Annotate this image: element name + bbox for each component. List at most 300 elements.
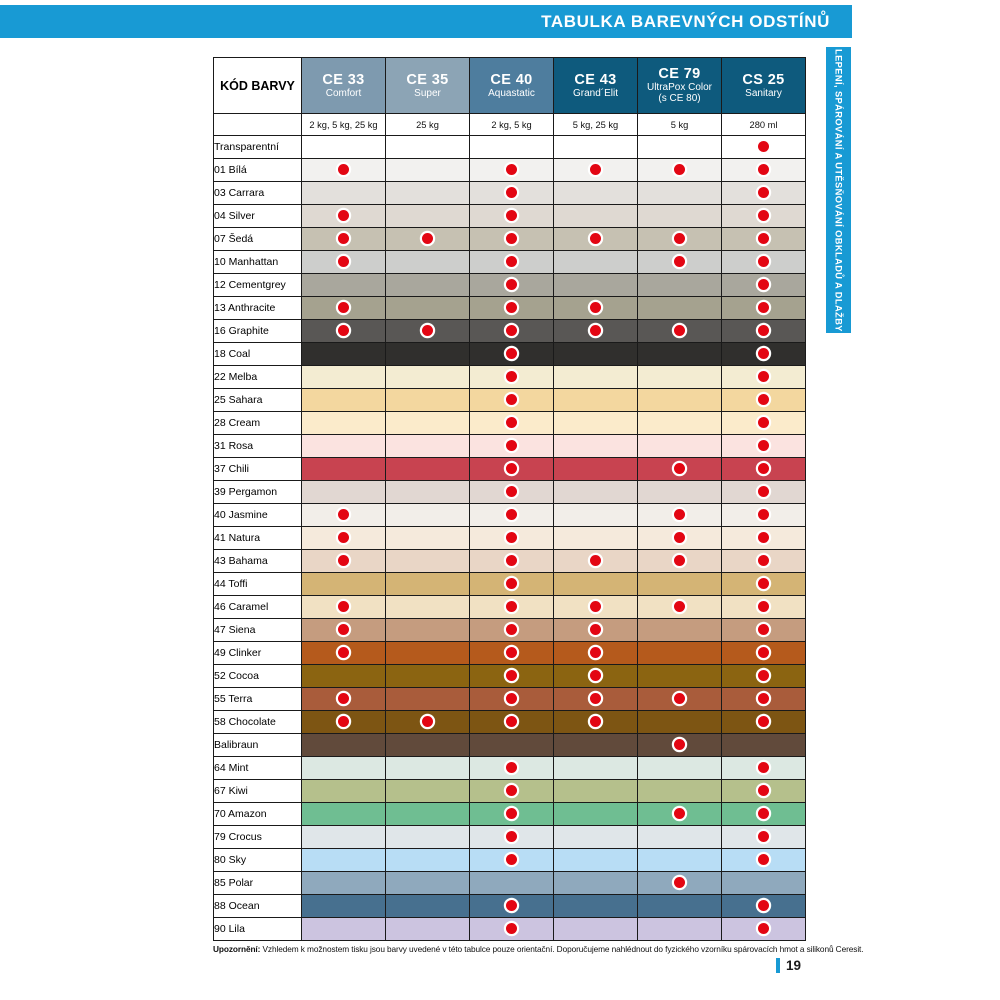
availability-dot xyxy=(590,716,601,727)
availability-cell xyxy=(722,159,806,182)
availability-cell xyxy=(722,780,806,803)
availability-dot xyxy=(506,164,517,175)
availability-cell xyxy=(470,826,554,849)
availability-cell xyxy=(386,803,470,826)
table-row xyxy=(214,366,806,389)
table-row xyxy=(214,803,806,826)
availability-cell xyxy=(554,872,638,895)
table-row xyxy=(214,320,806,343)
page-title: TABULKA BAREVNÝCH ODSTÍNŮ xyxy=(541,11,830,31)
table-row xyxy=(214,918,806,941)
availability-dot xyxy=(758,647,769,658)
row-label: 31 Rosa xyxy=(214,435,302,458)
availability-cell xyxy=(554,343,638,366)
availability-dot xyxy=(338,509,349,520)
availability-cell xyxy=(722,573,806,596)
availability-dot xyxy=(506,624,517,635)
availability-dot xyxy=(758,532,769,543)
availability-dot xyxy=(506,348,517,359)
availability-cell xyxy=(638,274,722,297)
availability-dot xyxy=(674,555,685,566)
availability-dot xyxy=(506,808,517,819)
table-row xyxy=(214,251,806,274)
availability-cell xyxy=(638,688,722,711)
availability-cell xyxy=(302,251,386,274)
color-table-body xyxy=(214,58,806,941)
availability-cell xyxy=(470,895,554,918)
availability-cell xyxy=(302,849,386,872)
availability-cell xyxy=(638,458,722,481)
availability-dot xyxy=(758,348,769,359)
availability-cell xyxy=(302,734,386,757)
column-header-ce-43 xyxy=(554,58,638,114)
availability-cell xyxy=(638,550,722,573)
availability-dot xyxy=(674,509,685,520)
availability-cell xyxy=(386,274,470,297)
availability-dot xyxy=(758,785,769,796)
product-code: CE 79 xyxy=(658,66,701,82)
availability-cell xyxy=(722,895,806,918)
product-name: Grand´Elit xyxy=(572,87,618,99)
availability-cell xyxy=(722,320,806,343)
availability-cell xyxy=(554,527,638,550)
availability-cell xyxy=(302,550,386,573)
footer-note xyxy=(213,944,864,954)
package-size-cell: 25 kg xyxy=(386,114,470,136)
availability-cell xyxy=(470,573,554,596)
availability-dot xyxy=(758,210,769,221)
availability-dot xyxy=(758,601,769,612)
package-size-cell: 280 ml xyxy=(722,114,806,136)
corner-header-kod-barvy: KÓD BARVY xyxy=(214,58,302,114)
availability-cell xyxy=(722,182,806,205)
availability-cell xyxy=(470,619,554,642)
availability-dot xyxy=(506,900,517,911)
availability-dot xyxy=(758,578,769,589)
row-label: 55 Terra xyxy=(214,688,302,711)
row-label: 25 Sahara xyxy=(214,389,302,412)
availability-cell xyxy=(638,159,722,182)
availability-cell xyxy=(386,412,470,435)
availability-cell xyxy=(638,136,722,159)
availability-cell xyxy=(722,481,806,504)
table-row xyxy=(214,665,806,688)
availability-dot xyxy=(506,693,517,704)
row-label: 13 Anthracite xyxy=(214,297,302,320)
availability-cell xyxy=(302,274,386,297)
availability-cell xyxy=(638,320,722,343)
availability-dot xyxy=(338,601,349,612)
availability-dot xyxy=(758,831,769,842)
row-label: 22 Melba xyxy=(214,366,302,389)
availability-cell xyxy=(470,642,554,665)
availability-cell xyxy=(638,504,722,527)
availability-dot xyxy=(590,647,601,658)
availability-cell xyxy=(554,596,638,619)
availability-dot xyxy=(674,233,685,244)
availability-dot xyxy=(506,762,517,773)
availability-dot xyxy=(758,762,769,773)
availability-cell xyxy=(470,458,554,481)
availability-dot xyxy=(338,532,349,543)
availability-cell xyxy=(554,159,638,182)
availability-dot xyxy=(590,670,601,681)
column-header-ce-35 xyxy=(386,58,470,114)
row-label: 18 Coal xyxy=(214,343,302,366)
availability-cell xyxy=(638,251,722,274)
availability-dot xyxy=(506,716,517,727)
row-label: 47 Siena xyxy=(214,619,302,642)
availability-cell xyxy=(386,711,470,734)
availability-cell xyxy=(470,274,554,297)
row-label: 88 Ocean xyxy=(214,895,302,918)
package-size-cell: 5 kg xyxy=(638,114,722,136)
availability-dot xyxy=(506,187,517,198)
availability-cell xyxy=(554,826,638,849)
availability-cell xyxy=(470,366,554,389)
availability-cell xyxy=(302,412,386,435)
availability-cell xyxy=(638,412,722,435)
availability-dot xyxy=(674,164,685,175)
availability-cell xyxy=(386,757,470,780)
availability-cell xyxy=(638,228,722,251)
table-row xyxy=(214,849,806,872)
table-row xyxy=(214,780,806,803)
availability-cell xyxy=(302,642,386,665)
availability-cell xyxy=(470,734,554,757)
availability-cell xyxy=(386,389,470,412)
table-row xyxy=(214,504,806,527)
availability-cell xyxy=(722,665,806,688)
availability-dot xyxy=(758,509,769,520)
row-label: 79 Crocus xyxy=(214,826,302,849)
package-size-cell: 2 kg, 5 kg xyxy=(470,114,554,136)
availability-cell xyxy=(386,665,470,688)
table-row xyxy=(214,573,806,596)
availability-cell xyxy=(554,504,638,527)
row-label: 46 Caramel xyxy=(214,596,302,619)
availability-cell xyxy=(638,366,722,389)
availability-cell xyxy=(470,251,554,274)
availability-cell xyxy=(386,182,470,205)
availability-dot xyxy=(590,624,601,635)
availability-dot xyxy=(758,325,769,336)
availability-cell xyxy=(386,550,470,573)
availability-cell xyxy=(302,803,386,826)
availability-cell xyxy=(302,688,386,711)
availability-dot xyxy=(506,831,517,842)
availability-cell xyxy=(302,504,386,527)
availability-cell xyxy=(302,596,386,619)
availability-cell xyxy=(302,136,386,159)
package-size-cell: 2 kg, 5 kg, 25 kg xyxy=(302,114,386,136)
availability-cell xyxy=(470,182,554,205)
availability-dot xyxy=(590,233,601,244)
availability-dot xyxy=(338,716,349,727)
availability-dot xyxy=(590,302,601,313)
availability-cell xyxy=(722,251,806,274)
availability-dot xyxy=(506,785,517,796)
availability-cell xyxy=(638,757,722,780)
availability-cell xyxy=(302,366,386,389)
availability-dot xyxy=(506,417,517,428)
availability-dot xyxy=(674,256,685,267)
availability-cell xyxy=(302,757,386,780)
availability-cell xyxy=(302,826,386,849)
availability-cell xyxy=(638,734,722,757)
availability-cell xyxy=(470,872,554,895)
availability-dot xyxy=(506,670,517,681)
product-name: Sanitary xyxy=(745,87,782,99)
availability-dot xyxy=(674,463,685,474)
availability-cell xyxy=(554,803,638,826)
availability-dot xyxy=(506,601,517,612)
availability-cell xyxy=(722,343,806,366)
column-header-ce-33 xyxy=(302,58,386,114)
availability-cell xyxy=(470,435,554,458)
availability-cell xyxy=(386,642,470,665)
availability-cell xyxy=(470,205,554,228)
availability-dot xyxy=(758,670,769,681)
availability-dot xyxy=(506,923,517,934)
availability-dot xyxy=(590,325,601,336)
availability-dot xyxy=(422,716,433,727)
table-row xyxy=(214,389,806,412)
availability-cell xyxy=(722,688,806,711)
product-code: CE 43 xyxy=(574,71,617,88)
availability-cell xyxy=(386,596,470,619)
availability-dot xyxy=(338,233,349,244)
availability-cell xyxy=(386,251,470,274)
row-label: 49 Clinker xyxy=(214,642,302,665)
availability-cell xyxy=(302,159,386,182)
availability-cell xyxy=(386,366,470,389)
availability-dot xyxy=(758,486,769,497)
table-row xyxy=(214,596,806,619)
row-label: 37 Chili xyxy=(214,458,302,481)
availability-cell xyxy=(638,182,722,205)
row-label: 01 Bílá xyxy=(214,159,302,182)
page-number xyxy=(776,958,801,973)
availability-dot xyxy=(338,647,349,658)
table-row xyxy=(214,642,806,665)
availability-cell xyxy=(470,320,554,343)
availability-dot xyxy=(506,394,517,405)
color-table xyxy=(213,57,806,941)
table-row xyxy=(214,895,806,918)
availability-cell xyxy=(470,780,554,803)
table-row xyxy=(214,297,806,320)
availability-cell xyxy=(722,826,806,849)
availability-cell xyxy=(470,596,554,619)
table-row xyxy=(214,159,806,182)
availability-dot xyxy=(674,808,685,819)
availability-dot xyxy=(338,693,349,704)
availability-cell xyxy=(722,642,806,665)
availability-cell xyxy=(638,389,722,412)
table-row xyxy=(214,205,806,228)
availability-cell xyxy=(470,389,554,412)
table-row xyxy=(214,826,806,849)
table-row xyxy=(214,435,806,458)
availability-dot xyxy=(506,233,517,244)
availability-dot xyxy=(758,417,769,428)
color-shade-table-wrap xyxy=(213,57,805,941)
column-header-cs-25 xyxy=(722,58,806,114)
availability-cell xyxy=(386,504,470,527)
availability-cell xyxy=(554,228,638,251)
availability-cell xyxy=(386,343,470,366)
availability-dot xyxy=(506,509,517,520)
table-row xyxy=(214,412,806,435)
availability-cell xyxy=(722,918,806,941)
availability-dot xyxy=(758,302,769,313)
availability-dot xyxy=(758,555,769,566)
availability-cell xyxy=(302,527,386,550)
row-label: Transparentní xyxy=(214,136,302,159)
availability-cell xyxy=(554,619,638,642)
table-row xyxy=(214,711,806,734)
availability-cell xyxy=(470,136,554,159)
availability-cell xyxy=(470,527,554,550)
row-label: 12 Cementgrey xyxy=(214,274,302,297)
page-number-value: 19 xyxy=(786,958,802,973)
availability-cell xyxy=(554,458,638,481)
availability-cell xyxy=(470,412,554,435)
availability-cell xyxy=(302,895,386,918)
product-name: Aquastatic xyxy=(488,87,535,99)
row-label: 90 Lila xyxy=(214,918,302,941)
row-label: 28 Cream xyxy=(214,412,302,435)
availability-dot xyxy=(758,256,769,267)
availability-cell xyxy=(554,481,638,504)
availability-dot xyxy=(506,578,517,589)
availability-cell xyxy=(722,872,806,895)
availability-cell xyxy=(302,205,386,228)
availability-dot xyxy=(338,256,349,267)
footer-note-text: Vzhledem k možnostem tisku jsou barvy uvedené v této tabulce pouze orientační. Doporučujeme nahlédnout do fyzického vzorníku spárovacích hmot a silikonů Ceresit. xyxy=(260,944,864,954)
availability-cell xyxy=(470,803,554,826)
availability-cell xyxy=(638,711,722,734)
row-label: 16 Graphite xyxy=(214,320,302,343)
availability-cell xyxy=(722,136,806,159)
availability-cell xyxy=(302,918,386,941)
availability-cell xyxy=(638,826,722,849)
row-label: 44 Toffi xyxy=(214,573,302,596)
table-row xyxy=(214,182,806,205)
product-code: CE 40 xyxy=(490,71,533,88)
availability-dot xyxy=(758,371,769,382)
product-code: CS 25 xyxy=(742,71,785,88)
availability-cell xyxy=(386,527,470,550)
availability-cell xyxy=(722,205,806,228)
product-subname: (s CE 80) xyxy=(658,93,701,104)
availability-dot xyxy=(758,624,769,635)
availability-cell xyxy=(722,228,806,251)
availability-dot xyxy=(758,164,769,175)
availability-cell xyxy=(722,389,806,412)
availability-cell xyxy=(722,527,806,550)
availability-cell xyxy=(638,872,722,895)
availability-cell xyxy=(386,320,470,343)
availability-cell xyxy=(638,803,722,826)
availability-cell xyxy=(722,711,806,734)
availability-cell xyxy=(386,895,470,918)
availability-cell xyxy=(386,435,470,458)
availability-cell xyxy=(470,481,554,504)
availability-cell xyxy=(722,757,806,780)
availability-dot xyxy=(758,808,769,819)
table-row xyxy=(214,136,806,159)
table-row xyxy=(214,619,806,642)
availability-cell xyxy=(470,849,554,872)
table-row xyxy=(214,458,806,481)
availability-dot xyxy=(422,233,433,244)
availability-cell xyxy=(722,550,806,573)
availability-dot xyxy=(506,440,517,451)
availability-cell xyxy=(554,573,638,596)
row-label: 70 Amazon xyxy=(214,803,302,826)
availability-cell xyxy=(722,596,806,619)
product-name: UltraPox Color xyxy=(646,82,713,93)
availability-dot xyxy=(674,601,685,612)
availability-cell xyxy=(722,458,806,481)
product-code: CE 35 xyxy=(406,71,449,88)
availability-dot xyxy=(674,532,685,543)
availability-cell xyxy=(554,389,638,412)
section-side-tab-label: LEPENÍ, SPÁROVÁNÍ A UTĚSŇOVÁNÍ OBKLADŮ A DLAŽBY xyxy=(833,48,844,332)
availability-cell xyxy=(386,481,470,504)
availability-cell xyxy=(554,757,638,780)
availability-cell xyxy=(386,159,470,182)
availability-cell xyxy=(386,573,470,596)
availability-cell xyxy=(638,780,722,803)
availability-cell xyxy=(554,895,638,918)
availability-dot xyxy=(338,164,349,175)
availability-cell xyxy=(470,297,554,320)
availability-cell xyxy=(722,504,806,527)
footer-note-label: Upozornění: xyxy=(213,944,261,954)
availability-cell xyxy=(470,550,554,573)
availability-cell xyxy=(638,297,722,320)
availability-cell xyxy=(554,780,638,803)
page-title-bar xyxy=(0,5,852,38)
row-label: Balibraun xyxy=(214,734,302,757)
availability-cell xyxy=(722,734,806,757)
availability-cell xyxy=(554,297,638,320)
table-row xyxy=(214,550,806,573)
availability-dot xyxy=(758,141,769,152)
availability-cell xyxy=(386,780,470,803)
availability-dot xyxy=(506,854,517,865)
availability-dot xyxy=(506,256,517,267)
row-label: 10 Manhattan xyxy=(214,251,302,274)
availability-dot xyxy=(506,210,517,221)
availability-cell xyxy=(386,918,470,941)
availability-cell xyxy=(386,136,470,159)
availability-cell xyxy=(386,734,470,757)
availability-dot xyxy=(758,187,769,198)
availability-cell xyxy=(470,228,554,251)
availability-cell xyxy=(554,366,638,389)
availability-cell xyxy=(554,251,638,274)
availability-cell xyxy=(470,159,554,182)
availability-dot xyxy=(506,325,517,336)
availability-cell xyxy=(638,481,722,504)
section-side-tab xyxy=(826,47,851,333)
availability-dot xyxy=(590,164,601,175)
availability-dot xyxy=(338,302,349,313)
